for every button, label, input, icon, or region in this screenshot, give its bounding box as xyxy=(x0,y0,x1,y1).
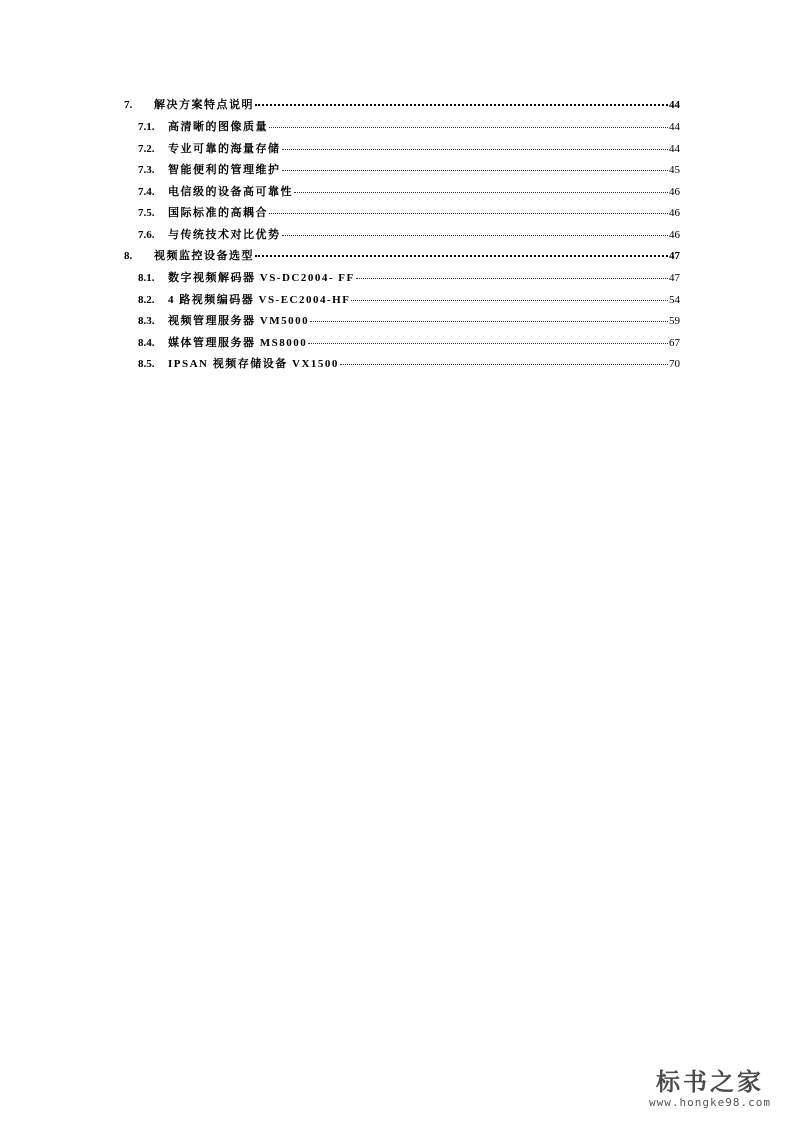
toc-entry-8-2[interactable] xyxy=(124,293,680,307)
toc-entry-number: 7.5. xyxy=(138,207,155,219)
toc-entry-8-4[interactable] xyxy=(124,336,680,350)
dot-leader xyxy=(351,299,668,301)
toc-entry-number: 8.5. xyxy=(138,358,155,370)
toc-entry-title: 电信级的设备高可靠性 xyxy=(168,185,293,198)
toc-entry-number: 7.6. xyxy=(138,228,155,241)
toc-entry-number: 7.4. xyxy=(138,185,155,198)
toc-entry-number: 8.4. xyxy=(138,336,155,349)
toc-entry-title: 解决方案特点说明 xyxy=(154,99,254,111)
toc-entry-page: 67 xyxy=(669,336,680,349)
toc-entry-title: 视频监控设备选型 xyxy=(154,250,254,262)
toc-entry-8-3[interactable] xyxy=(124,314,680,328)
toc-entry-number: 8. xyxy=(124,250,133,262)
toc-entry-7-2[interactable] xyxy=(124,142,680,156)
dot-leader xyxy=(356,277,668,279)
toc-entry-title: 高清晰的图像质量 xyxy=(168,121,268,133)
dot-leader xyxy=(282,234,669,236)
watermark-logo xyxy=(635,1068,785,1110)
toc-entry-page: 70 xyxy=(669,358,680,370)
toc-entry-page: 44 xyxy=(669,142,680,155)
toc-entry-8[interactable] xyxy=(124,249,680,263)
toc-entry-7[interactable] xyxy=(124,98,680,112)
toc-entry-title: 国际标准的高耦合 xyxy=(168,207,268,219)
dot-leader xyxy=(340,363,668,365)
toc-entry-page: 46 xyxy=(669,185,680,198)
toc-entry-number: 8.3. xyxy=(138,315,155,327)
toc-entry-title: 智能便利的管理维护 xyxy=(168,164,281,176)
toc-entry-page: 44 xyxy=(669,99,680,111)
toc-entry-page: 46 xyxy=(669,207,680,219)
dot-leader xyxy=(282,148,669,150)
toc-entry-number: 7.1. xyxy=(138,121,155,133)
dot-leader xyxy=(269,212,668,214)
watermark-name: 标书之家 xyxy=(656,1068,764,1096)
toc-entry-7-1[interactable] xyxy=(124,120,680,134)
toc-entry-8-5[interactable] xyxy=(124,357,680,371)
toc-entry-7-6[interactable] xyxy=(124,228,680,242)
toc-entry-title: 视频管理服务器 VM5000 xyxy=(168,315,310,327)
toc-entry-page: 47 xyxy=(669,272,680,284)
toc-entry-8-1[interactable] xyxy=(124,271,680,285)
toc-entry-title: IPSAN 视频存储设备 VX1500 xyxy=(168,358,339,370)
table-of-contents xyxy=(124,98,680,379)
dot-leader xyxy=(269,126,668,128)
dot-leader xyxy=(255,103,668,106)
toc-entry-title: 专业可靠的海量存储 xyxy=(168,142,281,155)
toc-entry-title: 媒体管理服务器 MS8000 xyxy=(168,336,308,349)
toc-entry-number: 7.2. xyxy=(138,142,155,155)
dot-leader xyxy=(255,254,668,257)
toc-entry-page: 59 xyxy=(669,315,680,327)
toc-entry-number: 8.2. xyxy=(138,293,155,306)
dot-leader xyxy=(308,342,668,344)
toc-entry-number: 8.1. xyxy=(138,272,155,284)
toc-entry-page: 46 xyxy=(669,228,680,241)
dot-leader xyxy=(310,320,668,322)
toc-entry-page: 54 xyxy=(669,293,680,306)
toc-entry-number: 7. xyxy=(124,99,133,111)
toc-entry-number: 7.3. xyxy=(138,164,155,176)
toc-entry-title: 与传统技术对比优势 xyxy=(168,228,281,241)
toc-entry-7-5[interactable] xyxy=(124,206,680,220)
toc-entry-7-3[interactable] xyxy=(124,163,680,177)
watermark-url: www.hongke98.com xyxy=(649,1096,771,1109)
toc-entry-title: 4 路视频编码器 VS-EC2004-HF xyxy=(168,293,351,306)
dot-leader xyxy=(282,169,669,171)
toc-entry-page: 45 xyxy=(669,164,680,176)
toc-entry-page: 47 xyxy=(669,250,680,262)
toc-entry-title: 数字视频解码器 VS-DC2004- FF xyxy=(168,272,355,284)
toc-entry-7-4[interactable] xyxy=(124,185,680,199)
dot-leader xyxy=(294,191,668,193)
toc-entry-page: 44 xyxy=(669,121,680,133)
